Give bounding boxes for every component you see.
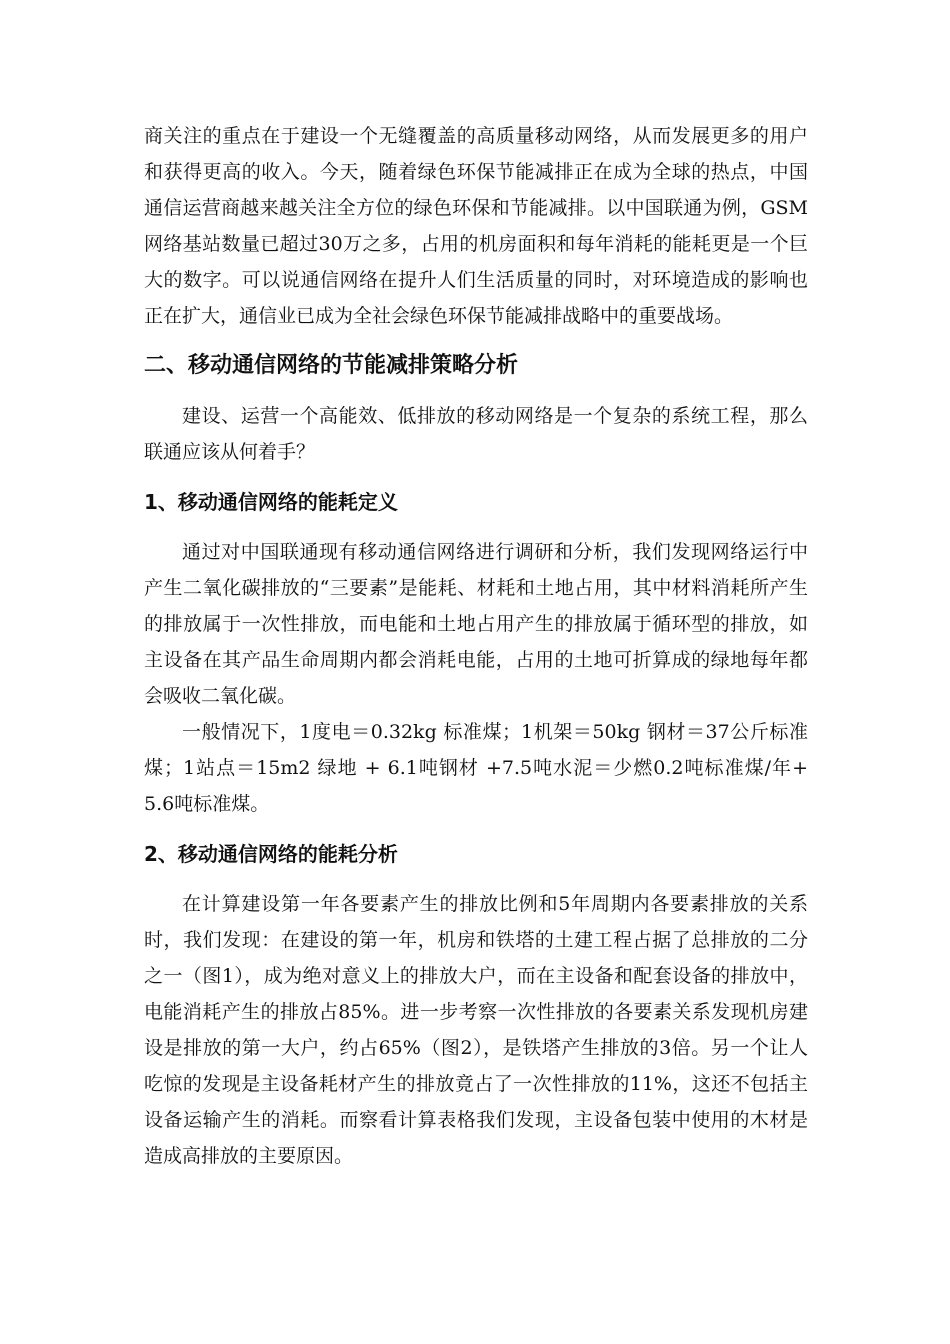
paragraph-strategy-question: 建设、运营一个高能效、低排放的移动网络是一个复杂的系统工程，那么联通应该从何着手？ (144, 405, 808, 463)
paragraph-emission-analysis: 在计算建设第一年各要素产生的排放比例和5年周期内各要素排放的关系时，我们发现：在建设的第一年，机房和铁塔的土建工程占据了总排放的二分之一（图1），成为绝对意义上的排放大户，而在主设备和配套设备的排放中，电能消耗产生的排放占85%。进一步考察一次性排放的各要素关系发现机房建设是排放的第一大户，约占65%（图2），是铁塔产生排放的3倍。另一个让人吃惊的发现是主设备耗材产生的排放竟占了一次性排放的11%，这还不包括主设备运输产生的消耗。而察看计算表格我们发现，主设备包装中使用的木材是造成高排放的主要原因。 (144, 893, 808, 1167)
paragraph-three-elements: 通过对中国联通现有移动通信网络进行调研和分析，我们发现网络运行中产生二氧化碳排放的“三要素”是能耗、材耗和土地占用，其中材料消耗所产生的排放属于一次性排放，而电能和土地占用产生的排放属于循环型的排放，如主设备在其产品生命周期内都会消耗电能，占用的土地可折算成的绿地每年都会吸收二氧化碳。 (144, 541, 808, 707)
paragraph-intro-continued: 商关注的重点在于建设一个无缝覆盖的高质量移动网络，从而发展更多的用户和获得更高的收入。今天，随着绿色环保节能减排正在成为全球的热点，中国通信运营商越来越关注全方位的绿色环保和节能减排。以中国联通为例，GSM网络基站数量已超过30万之多，占用的机房面积和每年消耗的能耗更是一个巨大的数字。可以说通信网络在提升人们生活质量的同时，对环境造成的影响也正在扩大，通信业已成为全社会绿色环保节能减排战略中的重要战场。 (144, 125, 808, 327)
subsection-heading-energy-analysis: 2、移动通信网络的能耗分析 (144, 842, 398, 866)
paragraph-conversion-factors: 一般情况下，1度电＝0.32kg 标准煤；1机架＝50kg 钢材＝37公斤标准煤；1站点＝15m2 绿地 + 6.1吨钢材 +7.5吨水泥＝少燃0.2吨标准煤/年+ 5.6吨标准煤。 (144, 721, 808, 815)
section-heading-strategy: 二、移动通信网络的节能减排策略分析 (144, 353, 519, 378)
document-page (144, 118, 808, 1174)
subsection-heading-energy-definition: 1、移动通信网络的能耗定义 (144, 490, 398, 514)
